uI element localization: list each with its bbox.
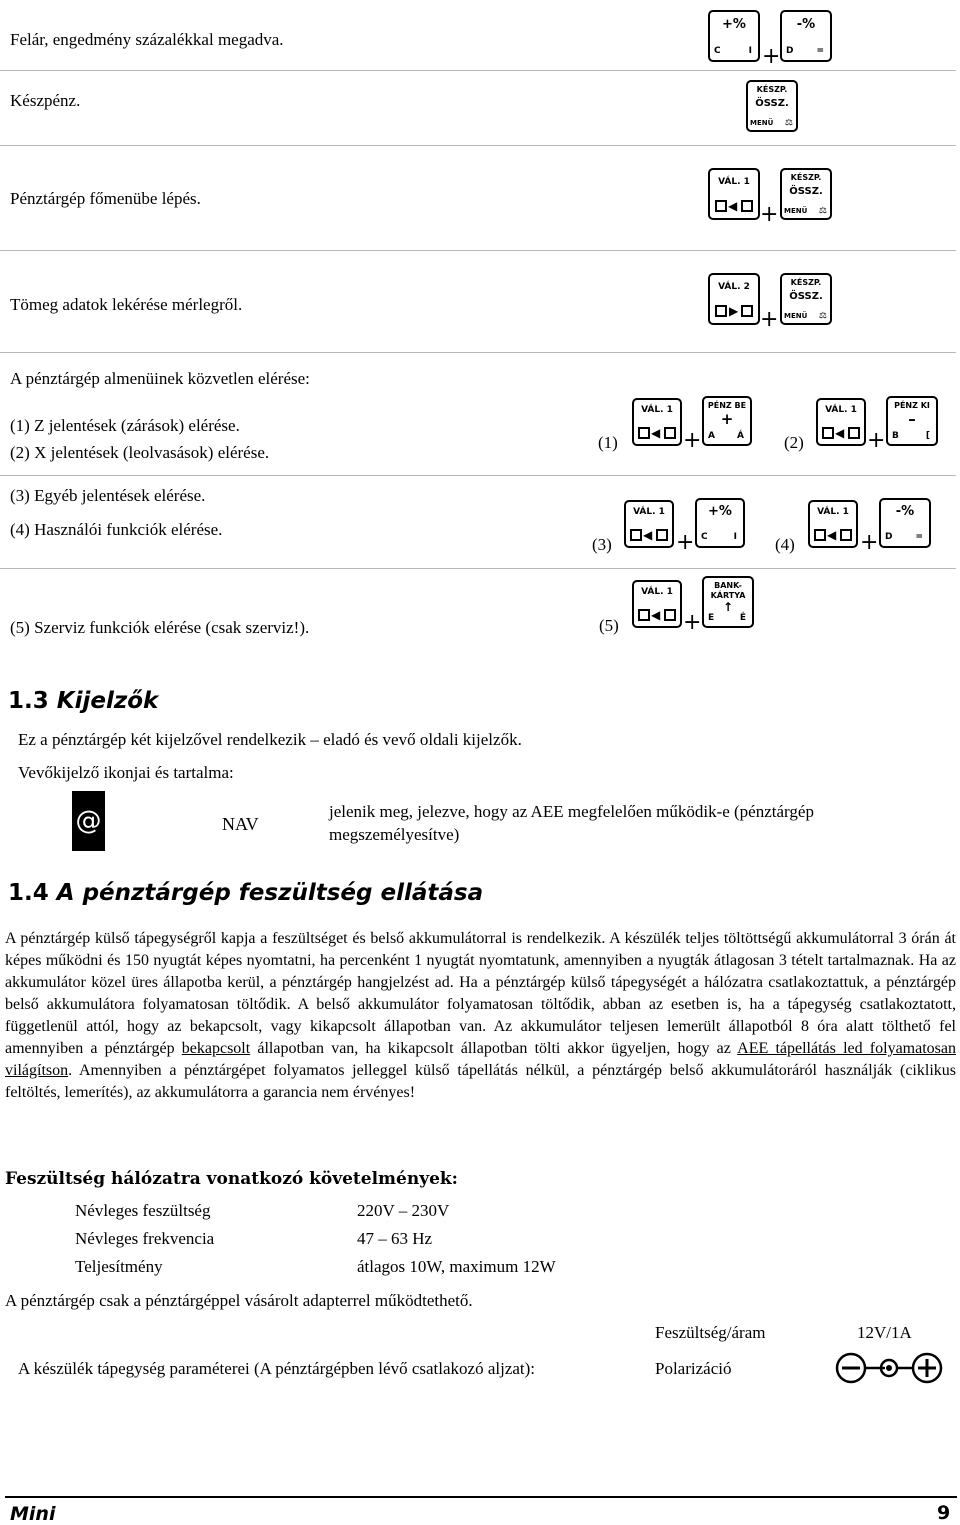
- voltage-current-label: Feszültség/áram: [655, 1323, 766, 1342]
- row-label: (1) Z jelentések (zárások) elérése.: [10, 416, 240, 435]
- row-label: (3) Egyéb jelentések elérése.: [10, 486, 206, 505]
- at-icon: @: [72, 791, 105, 851]
- adapter-note: A pénztárgép csak a pénztárgéppel vásárolt adapterrel működtethető.: [5, 1291, 473, 1310]
- footer-divider: [5, 1496, 957, 1498]
- plus-sign: +: [860, 530, 879, 555]
- row-label: Készpénz.: [10, 91, 81, 110]
- square-icon: [715, 200, 727, 212]
- row-label: (4) Használói funkciók elérése.: [10, 520, 223, 539]
- keszp-ossz-menu-key: KÉSZP. ÖSSZ. MENÜ ⚖: [746, 80, 798, 132]
- plus-percent-key: +% C I: [708, 10, 760, 62]
- marker: (4): [775, 535, 795, 554]
- divider: [0, 352, 956, 353]
- divider: [0, 70, 956, 71]
- submenu-heading: A pénztárgép almenüinek közvetlen elérése:: [10, 369, 310, 388]
- voltage-current-value: 12V/1A: [857, 1323, 912, 1342]
- dashed-square-icon: [664, 427, 676, 439]
- minus-percent-key: -% D =: [879, 498, 931, 548]
- marker: (2): [784, 433, 804, 452]
- polarity-icon: [833, 1350, 945, 1386]
- supply-params-text: A készülék tápegység paraméterei (A pénztárgépben lévő csatlakozó aljzat):: [18, 1359, 536, 1378]
- val1-key: VÁL. 1 ◀: [816, 398, 866, 446]
- square-icon: [630, 529, 642, 541]
- row-label: (2) X jelentések (leolvasások) elérése.: [10, 443, 270, 462]
- divider: [0, 250, 956, 251]
- plus-sign: +: [760, 202, 779, 227]
- scale-icon: ⚖: [818, 206, 827, 216]
- spec-key: Teljesítmény: [75, 1257, 163, 1276]
- requirements-heading: Feszültség hálózatra vonatkozó követelmények:: [5, 1169, 458, 1189]
- plus-sign: +: [676, 530, 695, 555]
- marker: (5): [599, 616, 619, 635]
- nav-description: jelenik meg, jelezve, hogy az AEE megfelelően működik-e (pénztárgép megszemélyesítve): [329, 802, 814, 844]
- square-icon: [741, 305, 753, 317]
- footer-title: Mini: [10, 1503, 56, 1525]
- scale-icon: ⚖: [818, 311, 827, 321]
- scale-icon: ⚖: [784, 118, 793, 128]
- bankkartya-key: BANK- KÁRTYA ↑ E É: [702, 576, 754, 628]
- section-heading: 1.3 Kijelzők: [8, 688, 159, 714]
- arrow-right-icon: ▶: [729, 304, 739, 318]
- arrow-left-icon: ◀: [651, 426, 661, 440]
- dashed-square-icon: [656, 529, 668, 541]
- dashed-square-icon: [741, 200, 753, 212]
- page-number: 9: [937, 1502, 951, 1524]
- val1-key: VÁL. 1 ◀: [808, 500, 858, 548]
- plus-sign: +: [762, 44, 781, 69]
- divider: [0, 568, 956, 569]
- section-heading: 1.4 A pénztárgép feszültség ellátása: [8, 880, 484, 906]
- val2-key: VÁL. 2 ▶: [708, 273, 760, 325]
- spec-value: 220V – 230V: [357, 1201, 450, 1220]
- plus-sign: +: [683, 610, 702, 635]
- val1-key: VÁL. 1 ◀: [624, 500, 674, 548]
- divider: [0, 145, 956, 146]
- intro-text: Ez a pénztárgép két kijelzővel rendelkezik – eladó és vevő oldali kijelzők.: [18, 730, 522, 749]
- spec-value: 47 – 63 Hz: [357, 1229, 433, 1248]
- divider: [0, 475, 956, 476]
- power-paragraph: A pénztárgép külső tápegységről kapja a feszültséget és belső akkumulátorral is rendelkezik. A készülék teljes töltöttségű akkumulátorral 3 órán át képes működni és 150 nyugtát képes nyomtatni, ha percenként 1 nyugtát nyomtatunk, amennyiben a nyugták átlagosan 3 tételt tartalmaznak. Ha az akkumulátor közel üres állapotba kerül, a pénztárgép hangjelzést ad. Ha a pénztárgép külső tápegységét a hálózatra csatlakoztattuk, a pénztárgép belső akkumulátora folyamatosan töltődik. A belső akkumulátor folyamatosan töltődik, abban az esetben is, ha a tápegység csatlakoztatott, függetlenül attól, hogy az bekapcsolt, vagy kikapcsolt állapotban van. Az akkumulátor teljesen lemerült állapotból 8 óra alatt tölthető fel amennyiben a pénztárgép bekapcsolt állapotban van, ha kikapcsolt állapotban tölti akkor ügyeljen, hogy az AEE tápellátás led folyamatosan világítson. Amennyiben a pénztárgépet folyamatos jelleggel külső tápellátás nélkül, a pénztárgép belső akkumulátoráról használják (ciklikus feltöltés, lemerítés), az akkumulátorra a garancia nem érvényes!: [5, 930, 957, 1101]
- penz-ki-key: PÉNZ KI – B [: [886, 396, 938, 446]
- keszp-ossz-menu-key: KÉSZP. ÖSSZ. MENÜ ⚖: [780, 273, 832, 325]
- arrow-left-icon: ◀: [651, 608, 661, 622]
- val1-key: VÁL. 1 ◀: [632, 580, 682, 628]
- dashed-square-icon: [848, 427, 860, 439]
- plus-sign: +: [867, 428, 886, 453]
- polarization-label: Polarizáció: [655, 1359, 732, 1378]
- plus-sign: +: [760, 307, 779, 332]
- dashed-square-icon: [715, 305, 727, 317]
- keszp-ossz-menu-key: KÉSZP. ÖSSZ. MENÜ ⚖: [780, 168, 832, 220]
- square-icon: [814, 529, 826, 541]
- arrow-left-icon: ◀: [827, 528, 837, 542]
- dashed-square-icon: [664, 609, 676, 621]
- row-label: Felár, engedmény százalékkal megadva.: [10, 30, 284, 49]
- nav-label: NAV: [222, 814, 259, 834]
- marker: (3): [592, 535, 612, 554]
- minus-percent-key: -% D =: [780, 10, 832, 62]
- arrow-left-icon: ◀: [643, 528, 653, 542]
- spec-key: Névleges feszültség: [75, 1201, 211, 1220]
- val1-key: VÁL. 1 ◀: [632, 398, 682, 446]
- square-icon: [638, 609, 650, 621]
- arrow-up-icon: ↑: [722, 600, 734, 614]
- row-label: Pénztárgép főmenübe lépés.: [10, 189, 201, 208]
- arrow-left-icon: ◀: [835, 426, 845, 440]
- square-icon: [638, 427, 650, 439]
- plus-sign: +: [683, 428, 702, 453]
- row-label: Tömeg adatok lekérése mérlegről.: [10, 295, 243, 314]
- marker: (1): [598, 433, 618, 452]
- val1-key: VÁL. 1 ◀: [708, 168, 760, 220]
- dashed-square-icon: [840, 529, 852, 541]
- row-label: (5) Szerviz funkciók elérése (csak szerviz!).: [10, 618, 310, 637]
- square-icon: [822, 427, 834, 439]
- customer-display-label: Vevőkijelző ikonjai és tartalma:: [18, 763, 234, 782]
- spec-value: átlagos 10W, maximum 12W: [357, 1257, 556, 1276]
- penz-be-key: PÉNZ BE + A Á: [702, 396, 752, 446]
- plus-percent-key: +% C I: [695, 498, 745, 548]
- spec-key: Névleges frekvencia: [75, 1229, 215, 1248]
- arrow-left-icon: ◀: [728, 199, 738, 213]
